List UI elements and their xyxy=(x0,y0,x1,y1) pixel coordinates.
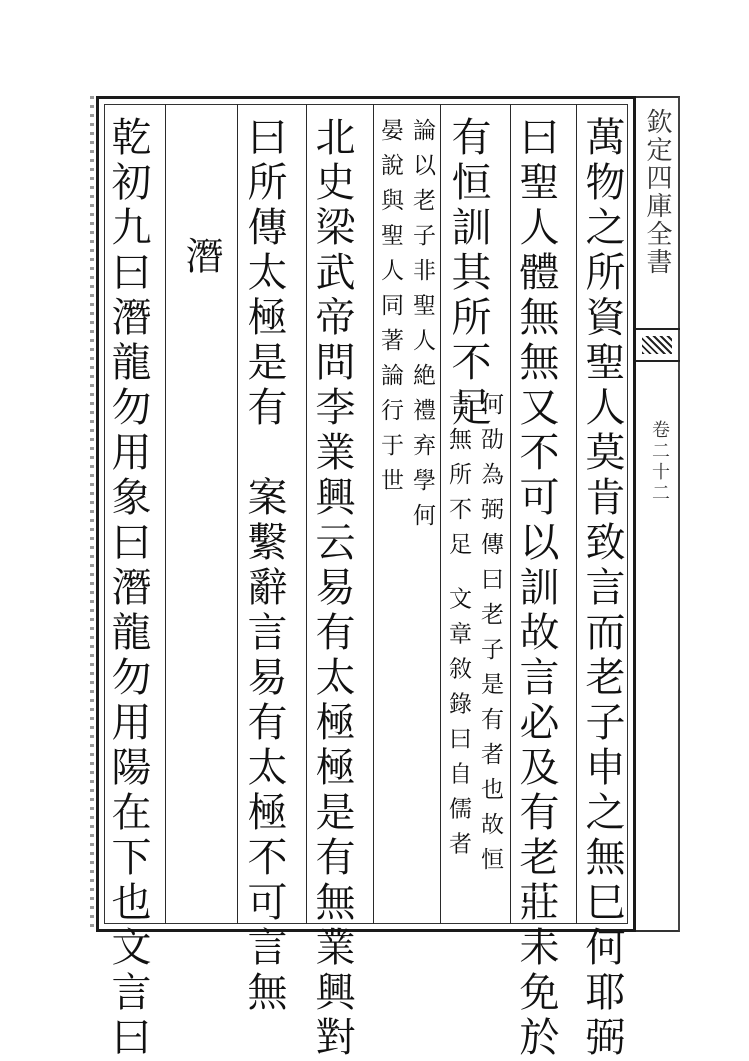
text-column-3: 有恒訓其所不足 xyxy=(445,116,491,431)
text-column-5: 北史梁武帝問李業興云易有太極極是有無業興對 xyxy=(309,116,355,1061)
column-rule xyxy=(576,104,577,924)
text-column-6: 曰所傳太極是有 案繫辭言易有太極不可言無 xyxy=(241,116,287,1016)
fore-edge-juan-number: 卷二十二 xyxy=(649,420,670,504)
column-rule xyxy=(306,104,307,924)
commentary-column-4-left: 晏說與聖人同著論行于世 xyxy=(377,118,403,503)
column-rule xyxy=(373,104,374,924)
column-rule xyxy=(510,104,511,924)
column-rule xyxy=(440,104,441,924)
page-edge-marks xyxy=(90,96,94,932)
commentary-column-4-right: 論以老子非聖人絶禮弃學何 xyxy=(409,118,435,538)
section-heading: 潛 xyxy=(179,236,223,274)
commentary-column-3-right: 何劭為弼傳曰老子是有者也故恒 xyxy=(477,392,503,882)
text-column-1: 萬物之所資聖人莫肯致言而老子申之無巳何耶弼 xyxy=(579,116,625,1061)
text-column-8: 乾初九曰潛龍勿用象曰潛龍勿用陽在下也文言曰 xyxy=(105,116,151,1061)
fore-edge-book-title: 欽定四庫全書 xyxy=(642,108,672,276)
column-rule xyxy=(165,104,166,924)
column-rule xyxy=(237,104,238,924)
fish-tail-ornament xyxy=(636,328,680,362)
text-column-2: 曰聖人體無無又不可以訓故言必及有老莊未免於 xyxy=(513,116,559,1061)
commentary-column-3-left: 言無所不足 文章敘錄曰自儒者 xyxy=(445,392,471,867)
